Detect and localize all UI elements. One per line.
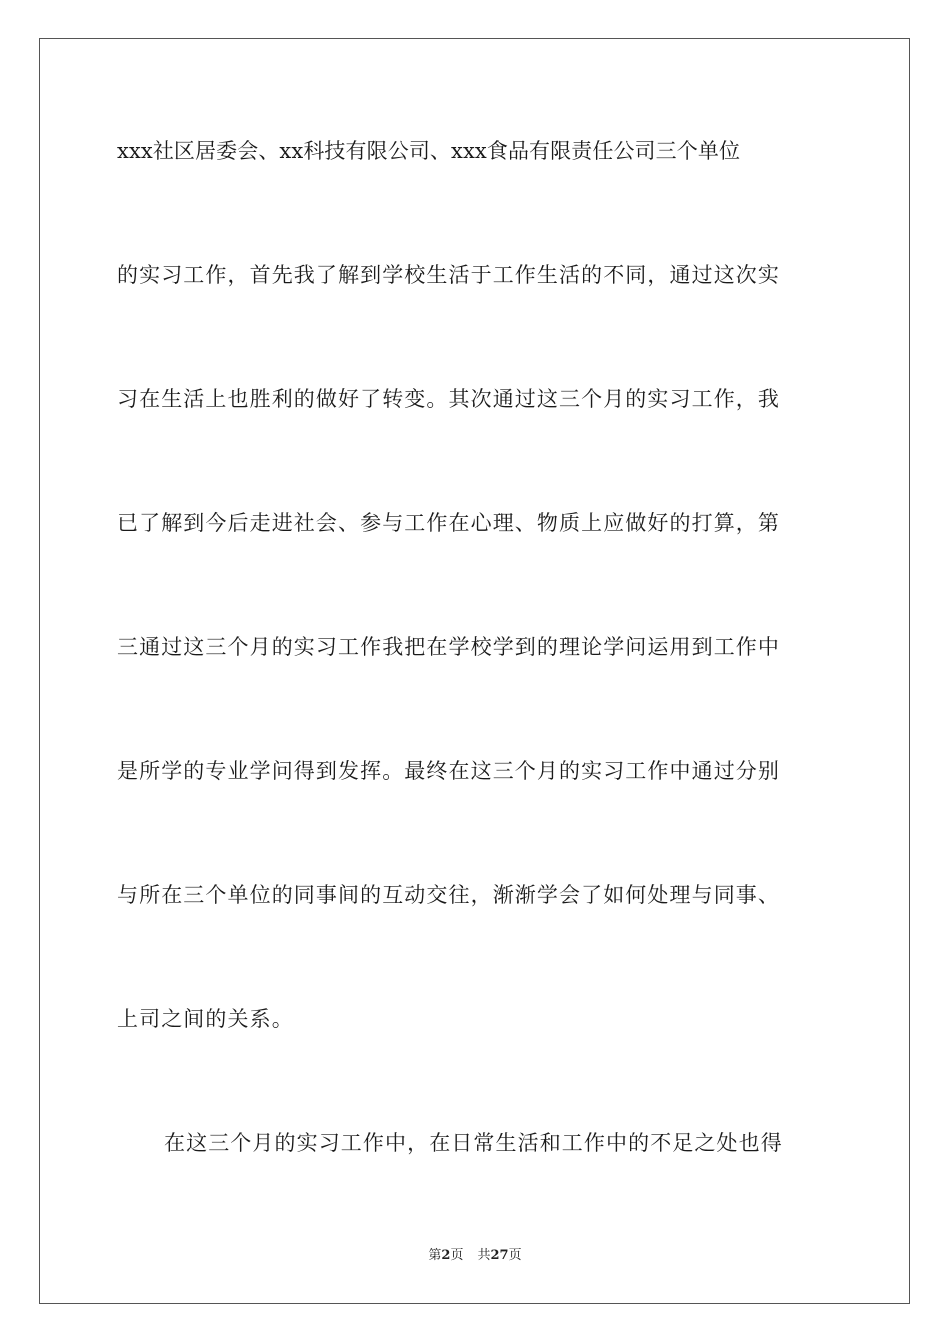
body-text-line: 三通过这三个月的实习工作我把在学校学到的理论学问运用到工作中 xyxy=(117,635,780,659)
page-suffix: 页 xyxy=(450,1248,464,1263)
total-suffix: 页 xyxy=(508,1248,522,1263)
paragraph-start-line: 在这三个月的实习工作中，在日常生活和工作中的不足之处也得 xyxy=(164,1131,783,1155)
page-prefix: 第 xyxy=(428,1248,442,1263)
total-pages: 27 xyxy=(490,1248,509,1263)
page-number: 2 xyxy=(441,1248,451,1263)
body-text-line: 上司之间的关系。 xyxy=(117,1007,294,1031)
body-text-line: 已了解到今后走进社会、参与工作在心理、物质上应做好的打算，第 xyxy=(117,511,780,535)
body-text-line: 是所学的专业学问得到发挥。最终在这三个月的实习工作中通过分别 xyxy=(117,759,780,783)
body-text-line: xxx社区居委会、xx科技有限公司、xxx食品有限责任公司三个单位 xyxy=(117,139,741,163)
body-text-line: 的实习工作，首先我了解到学校生活于工作生活的不同，通过这次实 xyxy=(117,263,780,287)
body-text-line: 与所在三个单位的同事间的互动交往，渐渐学会了如何处理与同事、 xyxy=(117,883,780,907)
total-prefix: 共 xyxy=(477,1248,491,1263)
page-border xyxy=(39,38,910,1304)
page-footer xyxy=(0,1247,950,1265)
body-text-line: 习在生活上也胜利的做好了转变。其次通过这三个月的实习工作，我 xyxy=(117,387,780,411)
